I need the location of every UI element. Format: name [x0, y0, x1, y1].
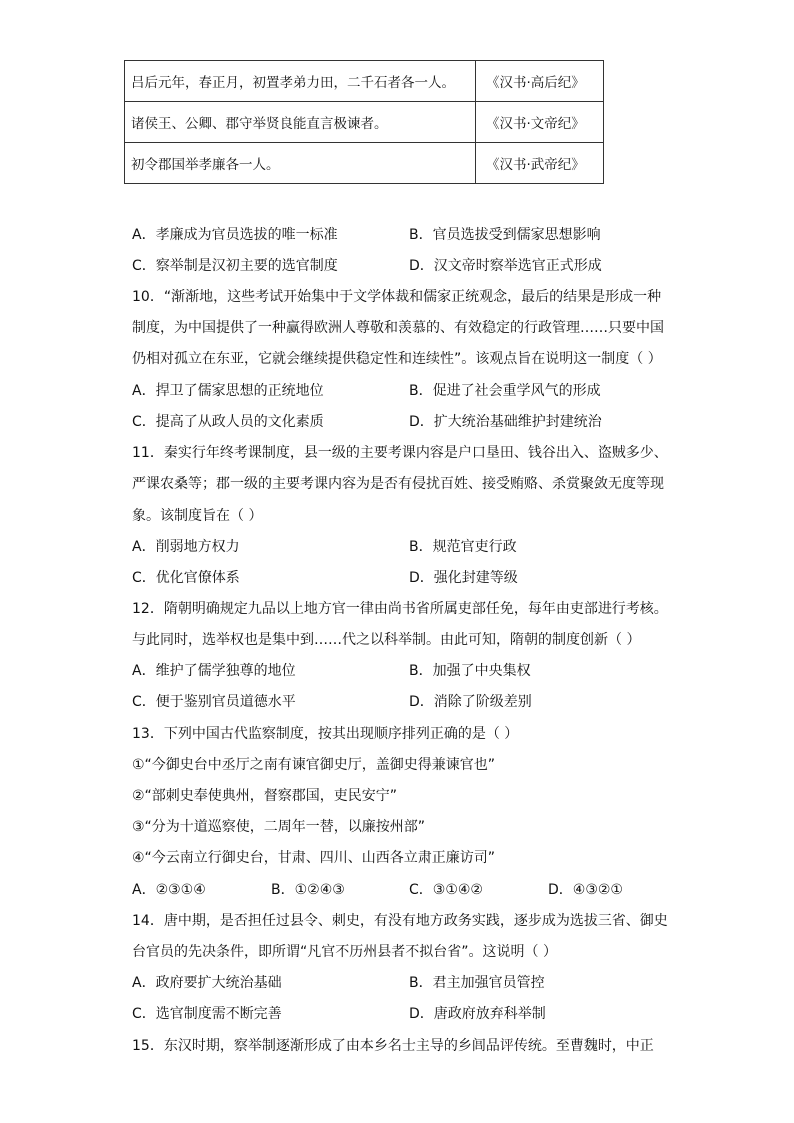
q12-option-d[interactable]: D．消除了阶级差别: [409, 694, 532, 710]
q15-stem-line1: 15．东汉时期，察举制逐渐形成了由本乡名士主导的乡闾品评传统。至曹魏时，中正: [132, 1038, 654, 1054]
q10-option-c[interactable]: C．提高了从政人员的文化素质: [132, 414, 324, 430]
q9-option-b[interactable]: B．官员选拔受到儒家思想影响: [409, 227, 601, 243]
q14-option-b[interactable]: B．君主加强官员管控: [409, 975, 545, 991]
q10-option-d[interactable]: D．扩大统治基础维护封建统治: [409, 414, 602, 430]
q9-option-c[interactable]: C．察举制是汉初主要的选官制度: [132, 258, 338, 274]
q9-option-d[interactable]: D．汉文帝时察举选官正式形成: [409, 258, 602, 274]
q14-option-c[interactable]: C．选官制度需不断完善: [132, 1006, 282, 1022]
q9-options-row2: [132, 256, 672, 276]
q13-option-a[interactable]: A．②③①④: [132, 882, 206, 898]
q11-options-row1: [132, 537, 672, 557]
q10-options-row2: [132, 412, 672, 432]
table-cell-text: 吕后元年，春正月，初置孝弟力田，二千石者各一人。: [125, 61, 476, 102]
table-cell-text: 诸侯王、公卿、郡守举贤良能直言极谏者。: [125, 102, 476, 143]
q10-options-row1: [132, 381, 672, 401]
q12-stem-line2: 与此同时，选举权也是集中到……代之以科举制。由此可知，隋朝的制度创新（ ）: [132, 632, 641, 648]
q12-option-b[interactable]: B．加强了中央集权: [409, 663, 531, 679]
q11-stem-line2: 严课农桑等；郡一级的主要考课内容为是否有侵扰百姓、接受贿赂、杀赏聚敛无度等现: [132, 476, 664, 492]
q10-stem-line3: 仍相对孤立在东亚，它就会继续提供稳定性和连续性”。该观点旨在说明这一制度（ ）: [132, 351, 662, 367]
q14-option-a[interactable]: A．政府要扩大统治基础: [132, 975, 282, 991]
q14-options-row2: [132, 1004, 672, 1024]
table-cell-source: 《汉书·文帝纪》: [476, 102, 604, 143]
q11-stem-line1: 11．秦实行年终考课制度，县一级的主要考课内容是户口垦田、钱谷出入、盗贼多少、: [132, 445, 668, 461]
q13-option-d[interactable]: D．④③②①: [548, 882, 623, 898]
q13-option-b[interactable]: B．①②④③: [271, 882, 345, 898]
q13-option-c[interactable]: C．③①④②: [409, 882, 483, 898]
q11-option-a[interactable]: A．削弱地方权力: [132, 539, 240, 555]
table-row: [125, 61, 604, 102]
q13-options-row: [132, 880, 672, 900]
q13-item-1: ①“今御史台中丞厅之南有谏官御史厅，盖御史得兼谏官也”: [132, 757, 496, 773]
q13-item-4: ④“今云南立行御史台，甘肃、四川、山西各立肃正廉访司”: [132, 850, 496, 866]
q9-options-row1: [132, 225, 672, 245]
q11-stem-line3: 象。该制度旨在（ ）: [132, 508, 263, 524]
q11-option-d[interactable]: D．强化封建等级: [409, 570, 518, 586]
q14-stem-line2: 台官员的先决条件，即所谓“凡官不历州县者不拟台省”。这说明（ ）: [132, 944, 557, 960]
q13-item-2: ②“部刺史奉使典州，督察郡国，吏民安宁”: [132, 788, 398, 804]
q11-option-b[interactable]: B．规范官吏行政: [409, 539, 517, 555]
q12-options-row2: [132, 692, 672, 712]
q11-options-row2: [132, 568, 672, 588]
q9-option-a[interactable]: A．孝廉成为官员选拔的唯一标准: [132, 227, 338, 243]
q12-option-c[interactable]: C．便于鉴别官员道德水平: [132, 694, 296, 710]
table-cell-source: 《汉书·高后纪》: [476, 61, 604, 102]
q12-stem-line1: 12．隋朝明确规定九品以上地方官一律由尚书省所属吏部任免，每年由吏部进行考核。: [132, 601, 668, 617]
table-cell-text: 初令郡国举孝廉各一人。: [125, 143, 476, 184]
q10-option-b[interactable]: B．促进了社会重学风气的形成: [409, 383, 601, 399]
q10-stem-line1: 10．“渐渐地，这些考试开始集中于文学体裁和儒家正统观念，最后的结果是形成一种: [132, 289, 662, 305]
q10-stem-line2: 制度，为中国提供了一种赢得欧洲人尊敬和羡慕的、有效稳定的行政管理……只要中国: [132, 320, 664, 336]
q13-item-3: ③“分为十道巡察使，二周年一替，以廉按州部”: [132, 819, 426, 835]
q12-options-row1: [132, 661, 672, 681]
source-table: [124, 60, 604, 184]
q13-stem-line1: 13．下列中国古代监察制度，按其出现顺序排列正确的是（ ）: [132, 726, 519, 742]
table-cell-source: 《汉书·武帝纪》: [476, 143, 604, 184]
table-row: [125, 102, 604, 143]
table-row: [125, 143, 604, 184]
q12-option-a[interactable]: A．维护了儒学独尊的地位: [132, 663, 296, 679]
q14-option-d[interactable]: D．唐政府放弃科举制: [409, 1006, 546, 1022]
q10-option-a[interactable]: A．捍卫了儒家思想的正统地位: [132, 383, 324, 399]
q11-option-c[interactable]: C．优化官僚体系: [132, 570, 240, 586]
q14-stem-line1: 14．唐中期，是否担任过县令、刺史，有没有地方政务实践，逐步成为选拔三省、御史: [132, 913, 668, 929]
q14-options-row1: [132, 973, 672, 993]
